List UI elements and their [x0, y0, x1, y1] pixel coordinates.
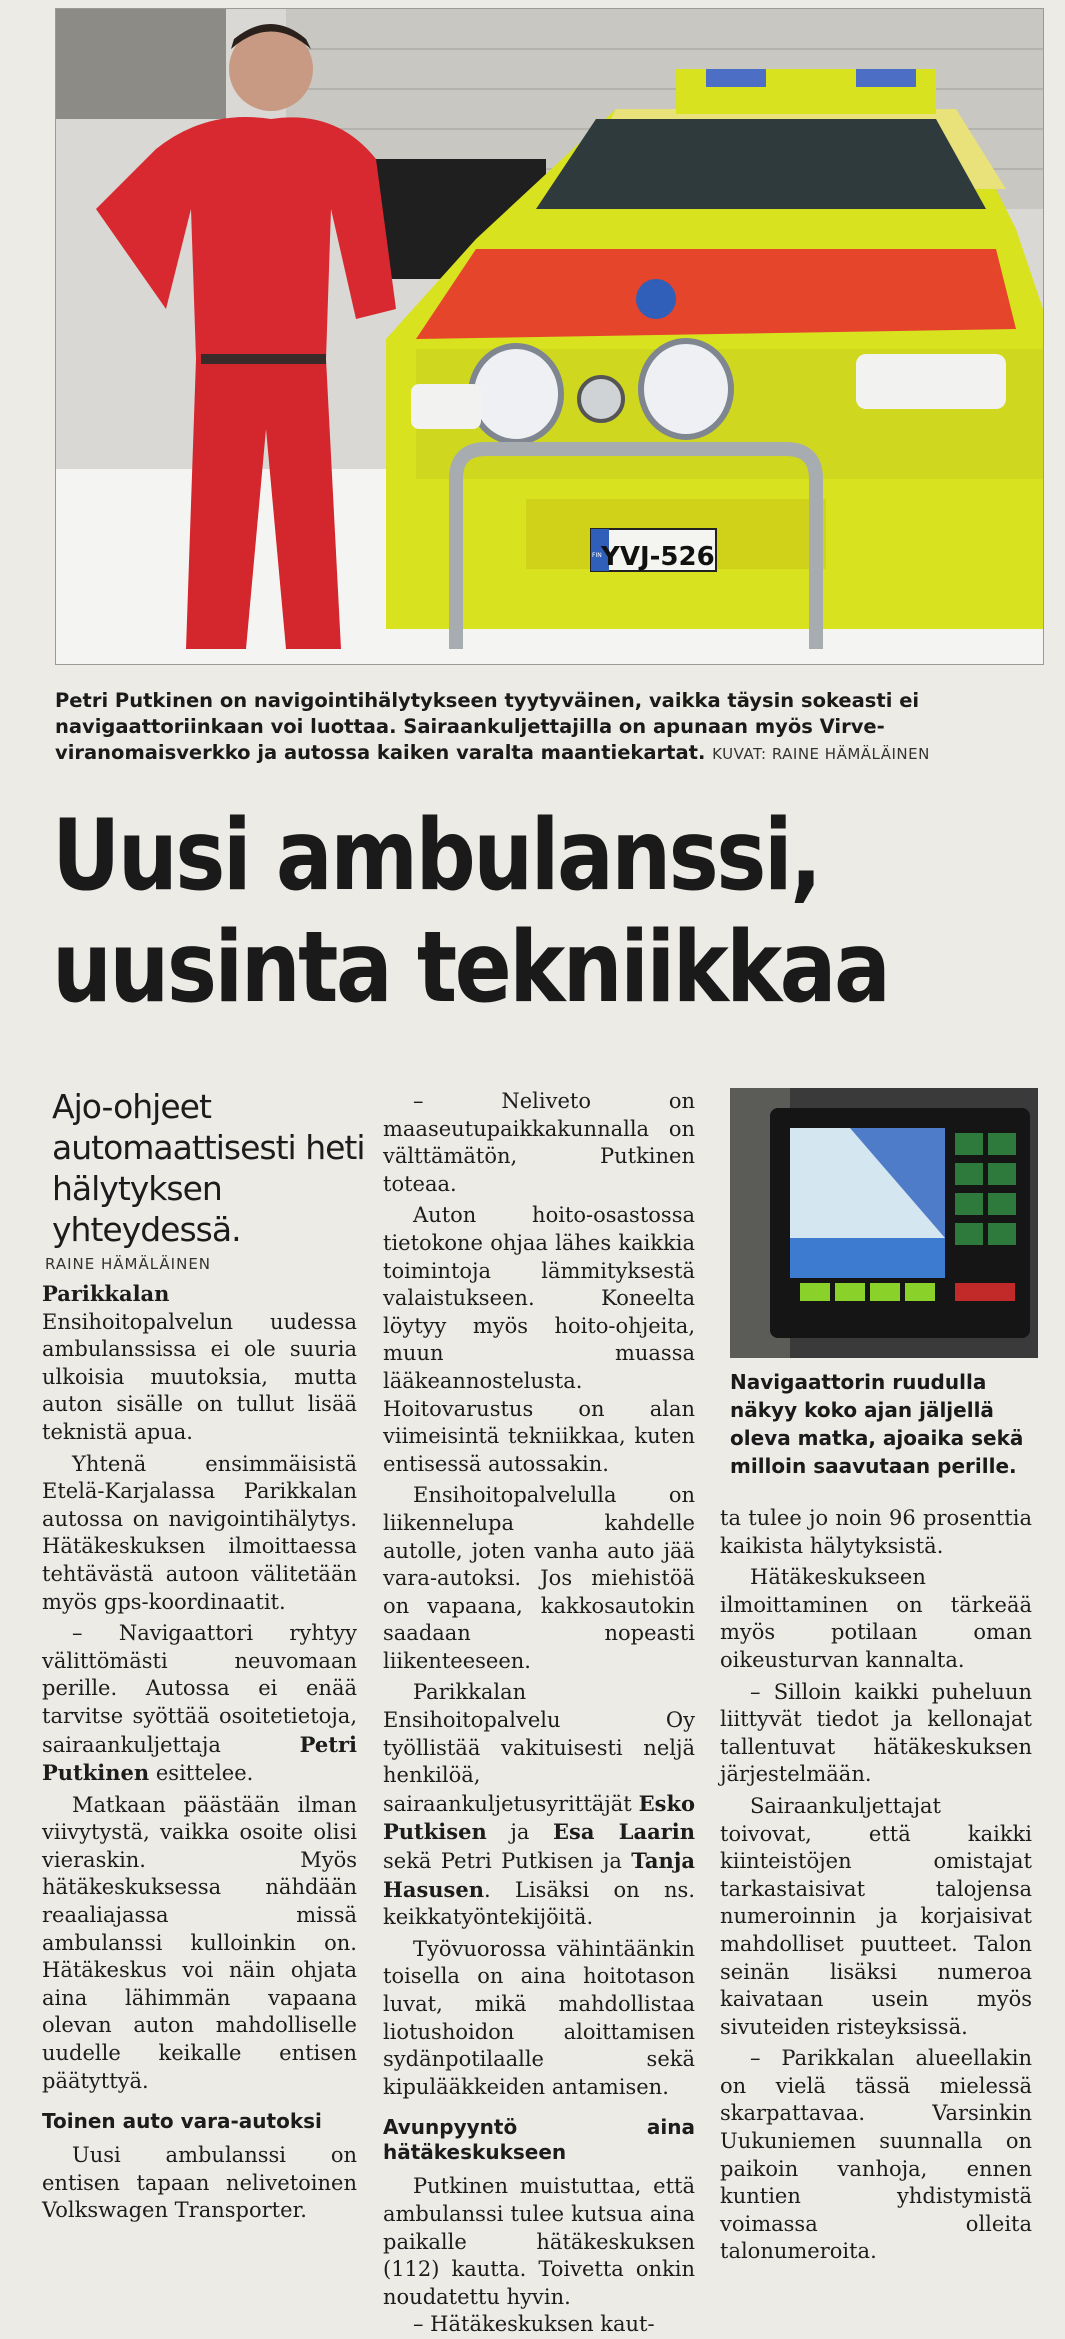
photo-caption-text: Petri Putkinen on navigointihälytykseen tyytyväinen, vaikka täysin sokeasti ei navigaattoriinkaan voi luottaa. Sairaankuljettajilla on apunaan myös Virve-viranomaisverkko ja autossa kaiken varalta maantiekartat. — [55, 689, 920, 764]
paragraph-text: . Lisäksi on ns. keikkatyöntekijöitä. — [383, 1877, 695, 1930]
headline — [52, 800, 912, 1024]
paragraph: Matkaan päästään ilman viivytystä, vaikka osoite olisi vieraskin. Myös hätäkeskuksessa nähdään reaaliajassa missä ambulanssi kulloinkin on. Hätäkeskus voi näin ohjata aina lähimmän vapaana olevan auton mahdolliselle uudelle keikalle entisen päätyttyä. — [42, 1792, 357, 2093]
article-column-3 — [720, 1505, 1032, 2266]
paragraph-lead-word: Parikkalan — [42, 1281, 170, 1306]
byline: RAINE HÄMÄLÄINEN — [45, 1255, 212, 1273]
paragraph: ta tulee jo noin 96 prosenttia kaikista hälytyksistä. — [720, 1506, 1032, 1558]
person-name: Tanja Hasusen — [383, 1848, 695, 1902]
person-name: Esa Laarin — [553, 1819, 695, 1845]
person-name: Petri Putkinen — [42, 1731, 357, 1786]
license-plate-country: FIN — [592, 552, 602, 559]
lead-text: Ajo-ohjeet automaattisesti heti hälytyksen yhteydessä. — [52, 1087, 365, 1249]
paragraph: Ensihoitopalvelulla on liikennelupa kahdelle autolle, joten vanha auto jää vara-autoksi. Jos miehistöä on vapaana, kakkosautokin saadaan nopeasti liikenteeseen. — [383, 1483, 695, 1673]
paragraph: Hätäkeskukseen ilmoittaminen on tärkeää myös potilaan oman oikeusturvan kannalta. — [720, 1565, 1032, 1672]
navigator-photo — [730, 1088, 1038, 1358]
paragraph-text: sekä Petri Putkisen ja — [383, 1849, 632, 1874]
article-column-1 — [42, 1280, 357, 2225]
paragraph: Työvuorossa vähintäänkin toisella on aina hoitotason luvat, mikä mahdollistaa liotushoidon aloittamisen sydänpotilaalle sekä kipulääkkeiden antamisen. — [383, 1936, 695, 2099]
subheading: Avunpyyntö aina hätäkeskukseen — [383, 2115, 695, 2165]
ambulance-photo — [55, 8, 1044, 665]
paragraph — [383, 1679, 695, 1931]
paragraph: Yhtenä ensimmäisistä Etelä-Karjalassa Parikkalan autossa on navigointihälytys. Hätäkeskuksen ilmoittaessa tehtävästä autoon välitetään myös gps-koordinaatit. — [42, 1451, 357, 1614]
paragraph: – Hätäkeskuksen kaut- — [413, 2312, 655, 2337]
paragraph: Uusi ambulanssi on entisen tapaan nelivetoinen Volkswagen Transporter. — [42, 2143, 357, 2223]
paragraph-text: – Navigaattori ryhtyy välittömästi neuvomaan perille. Autossa ei enää tarvitse syöttää osoitetietoja, sairaankuljettaja — [42, 1621, 357, 1757]
paragraph: Sairaankuljettajat toivovat, että kaikki kiinteistöjen omistajat tarkastaisivat talojensa numeroinnin ja korjaisivat mahdolliset puutteet. Talon seinän lisäksi numeroa kaivataan usein myös sivuteiden risteyksissä. — [720, 1793, 1032, 2039]
person-name: Esko Putkisen — [383, 1790, 695, 1845]
headline-line-1: Uusi ambulanssi, — [52, 799, 820, 913]
paragraph — [42, 1280, 357, 1447]
ambulance-photo-illustration — [56, 9, 1043, 664]
photo-credit: KUVAT: RAINE HÄMÄLÄINEN — [712, 745, 930, 763]
subheading: Toinen auto vara-autoksi — [42, 2109, 322, 2134]
photo-caption — [55, 688, 1045, 767]
paragraph: – Silloin kaikki puheluun liittyvät tiedot ja kellonajat tallentuvat hätäkeskuksen järjestelmään. — [720, 1679, 1032, 1787]
paragraph: – Neliveto on maaseutupaikkakunnalla on välttämätön, Putkinen toteaa. — [383, 1089, 695, 1196]
headline-line-2: uusinta tekniikkaa — [52, 911, 889, 1025]
paragraph — [42, 1620, 357, 1788]
navigator-photo-illustration — [730, 1088, 1038, 1358]
paragraph-text: ja — [486, 1820, 554, 1845]
paragraph-text: Ensihoitopalvelun uudessa ambulanssissa ei ole suuria ulkoisia muutoksia, mutta auton sisälle on tullut lisää teknistä apua. — [42, 1309, 357, 1444]
article-column-2 — [383, 1088, 695, 2339]
paragraph: – Parikkalan alueellakin on vielä tässä mielessä skarpattavaa. Varsinkin Uukuniemen suunnalla on paikoin vanhoja, ennen kuntien yhdistymistä voimassa olleita talonumeroita. — [720, 2046, 1032, 2264]
navigator-photo-caption: Navigaattorin ruudulla näkyy koko ajan jäljellä oleva matka, ajoaika sekä milloin saavutaan perille. — [730, 1370, 1024, 1478]
license-plate: YVJ-526 — [601, 542, 715, 572]
paragraph: Putkinen muistuttaa, että ambulanssi tulee kutsua aina paikalle hätäkeskuksen (112) kautta. Toivetta onkin noudatettu hyvin. — [383, 2174, 695, 2309]
paragraph-text: esittelee. — [149, 1761, 254, 1786]
paragraph-text: Parikkalan Ensihoitopalvelu Oy työllistää vakituisesti neljä henkilöä, sairaankuljetusyrittäjät — [383, 1680, 695, 1816]
paragraph: Auton hoito-osastossa tietokone ohjaa lähes kaikkia toimintoja lämmityksestä valaistukseen. Koneelta löytyy myös hoito-ohjeita, muun muassa lääkeannostelusta. Hoitovarustus on alan viimeisintä tekniikkaa, kuten entisessä autossakin. — [383, 1203, 695, 1476]
